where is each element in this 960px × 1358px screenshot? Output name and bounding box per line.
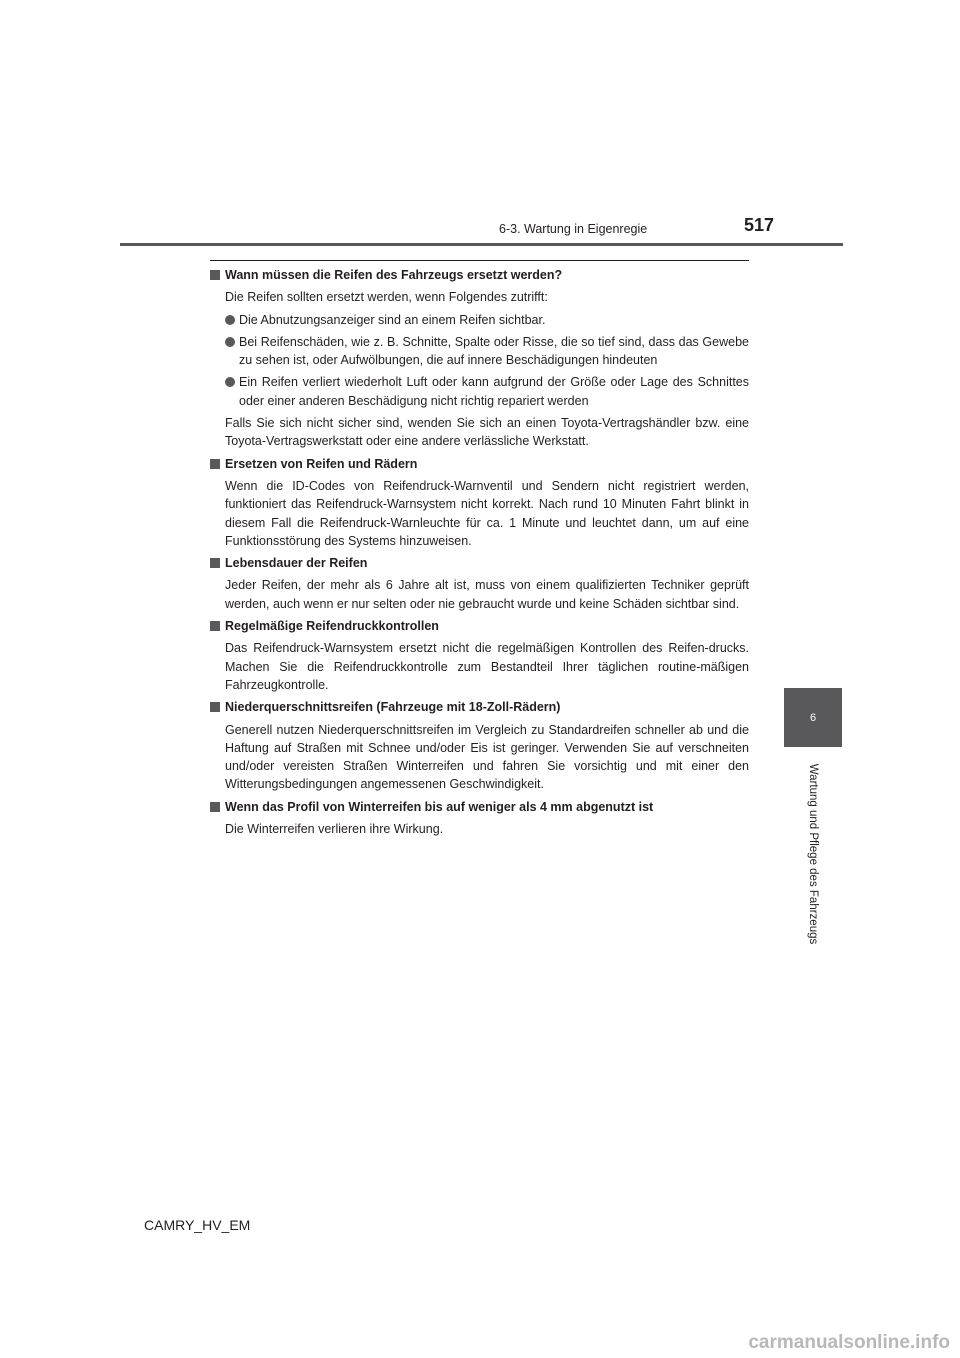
header-divider <box>120 243 843 246</box>
section-heading: Regelmäßige Reifendruckkontrollen <box>210 617 749 635</box>
main-content <box>210 266 749 842</box>
section-replace-tires-wheels <box>210 455 749 550</box>
chapter-tab-label: Wartung und Pflege des Fahrzeugs <box>807 763 819 945</box>
header-section-title: 6-3. Wartung in Eigenregie <box>499 222 648 236</box>
circle-bullet-icon <box>225 315 235 325</box>
watermark: carmanualsonline.info <box>748 1332 950 1353</box>
section-heading: Ersetzen von Reifen und Rädern <box>210 455 749 473</box>
list-item: Ein Reifen verliert wiederholt Luft oder kann aufgrund der Größe oder Lage des Schnittes oder einer anderen Beschädigung nicht richtig repariert werden <box>225 373 749 410</box>
square-bullet-icon <box>210 558 220 568</box>
square-bullet-icon <box>210 459 220 469</box>
list-item: Die Abnutzungsanzeiger sind an einem Reifen sichtbar. <box>225 311 749 329</box>
square-bullet-icon <box>210 802 220 812</box>
section-low-profile-tires <box>210 698 749 793</box>
square-bullet-icon <box>210 702 220 712</box>
page-number: 517 <box>744 215 775 235</box>
section-body: Das Reifendruck-Warnsystem ersetzt nicht die regelmäßigen Kontrollen des Reifen-drucks. Machen Sie die Reifendruckkontrolle zum Bestandteil Ihrer täglichen routine-mäßigen Fahrzeugkontrolle. <box>225 641 749 692</box>
circle-bullet-icon <box>225 337 235 347</box>
section-intro: Die Reifen sollten ersetzt werden, wenn Folgendes zutrifft: <box>225 290 548 305</box>
document-code: CAMRY_HV_EM <box>144 1217 251 1233</box>
section-body: Jeder Reifen, der mehr als 6 Jahre alt ist, muss von einem qualifizierten Techniker geprüft werden, auch wenn er nur selten oder nie gebraucht wurde und keine Schäden sichtbar sind. <box>225 578 749 611</box>
circle-bullet-icon <box>225 377 235 387</box>
section-heading: Wenn das Profil von Winterreifen bis auf weniger als 4 mm abgenutzt ist <box>210 798 749 816</box>
section-body: Wenn die ID-Codes von Reifendruck-Warnventil und Sendern nicht registriert werden, funktioniert das Reifendruck-Warnsystem nicht korrekt. Nach rund 10 Minuten Fahrt blinkt in diesem Fall die Reifendruck-Warnleuchte für ca. 1 Minute und leuchtet dann, um auf eine Funktionsstörung des Systems hinzuweisen. <box>225 478 749 548</box>
chapter-tab-number: 6 <box>784 688 842 747</box>
list-item: Bei Reifenschäden, wie z. B. Schnitte, Spalte oder Risse, die so tief sind, dass das Gewebe zu sehen ist, oder Aufwölbungen, die auf innere Beschädigungen hindeuten <box>225 333 749 370</box>
section-body: Die Winterreifen verlieren ihre Wirkung. <box>225 822 444 837</box>
section-tire-replacement <box>210 266 749 451</box>
section-winter-tire-tread <box>210 798 749 839</box>
content-top-divider <box>210 260 749 261</box>
square-bullet-icon <box>210 270 220 280</box>
section-body: Generell nutzen Niederquerschnittsreifen im Vergleich zu Standardreifen schneller ab und die Haftung auf Straßen mit Schnee und/oder Eis ist geringer. Verwenden Sie auf verschneiten und/oder vereisten Straßen Winterreifen und fahren Sie vorsichtig und mit einer den Witterungsbedingungen angemessenen Geschwindigkeit. <box>225 722 749 792</box>
section-tire-lifespan <box>210 554 749 613</box>
section-heading: Niederquerschnittsreifen (Fahrzeuge mit 18-Zoll-Rädern) <box>210 698 749 716</box>
square-bullet-icon <box>210 621 220 631</box>
section-pressure-checks <box>210 617 749 694</box>
section-outro: Falls Sie sich nicht sicher sind, wenden Sie sich an einen Toyota-Vertragshändler bzw. eine Toyota-Vertragswerkstatt oder eine andere verlässliche Werkstatt. <box>225 416 749 449</box>
section-heading: Wann müssen die Reifen des Fahrzeugs ersetzt werden? <box>210 266 749 284</box>
section-heading: Lebensdauer der Reifen <box>210 554 749 572</box>
